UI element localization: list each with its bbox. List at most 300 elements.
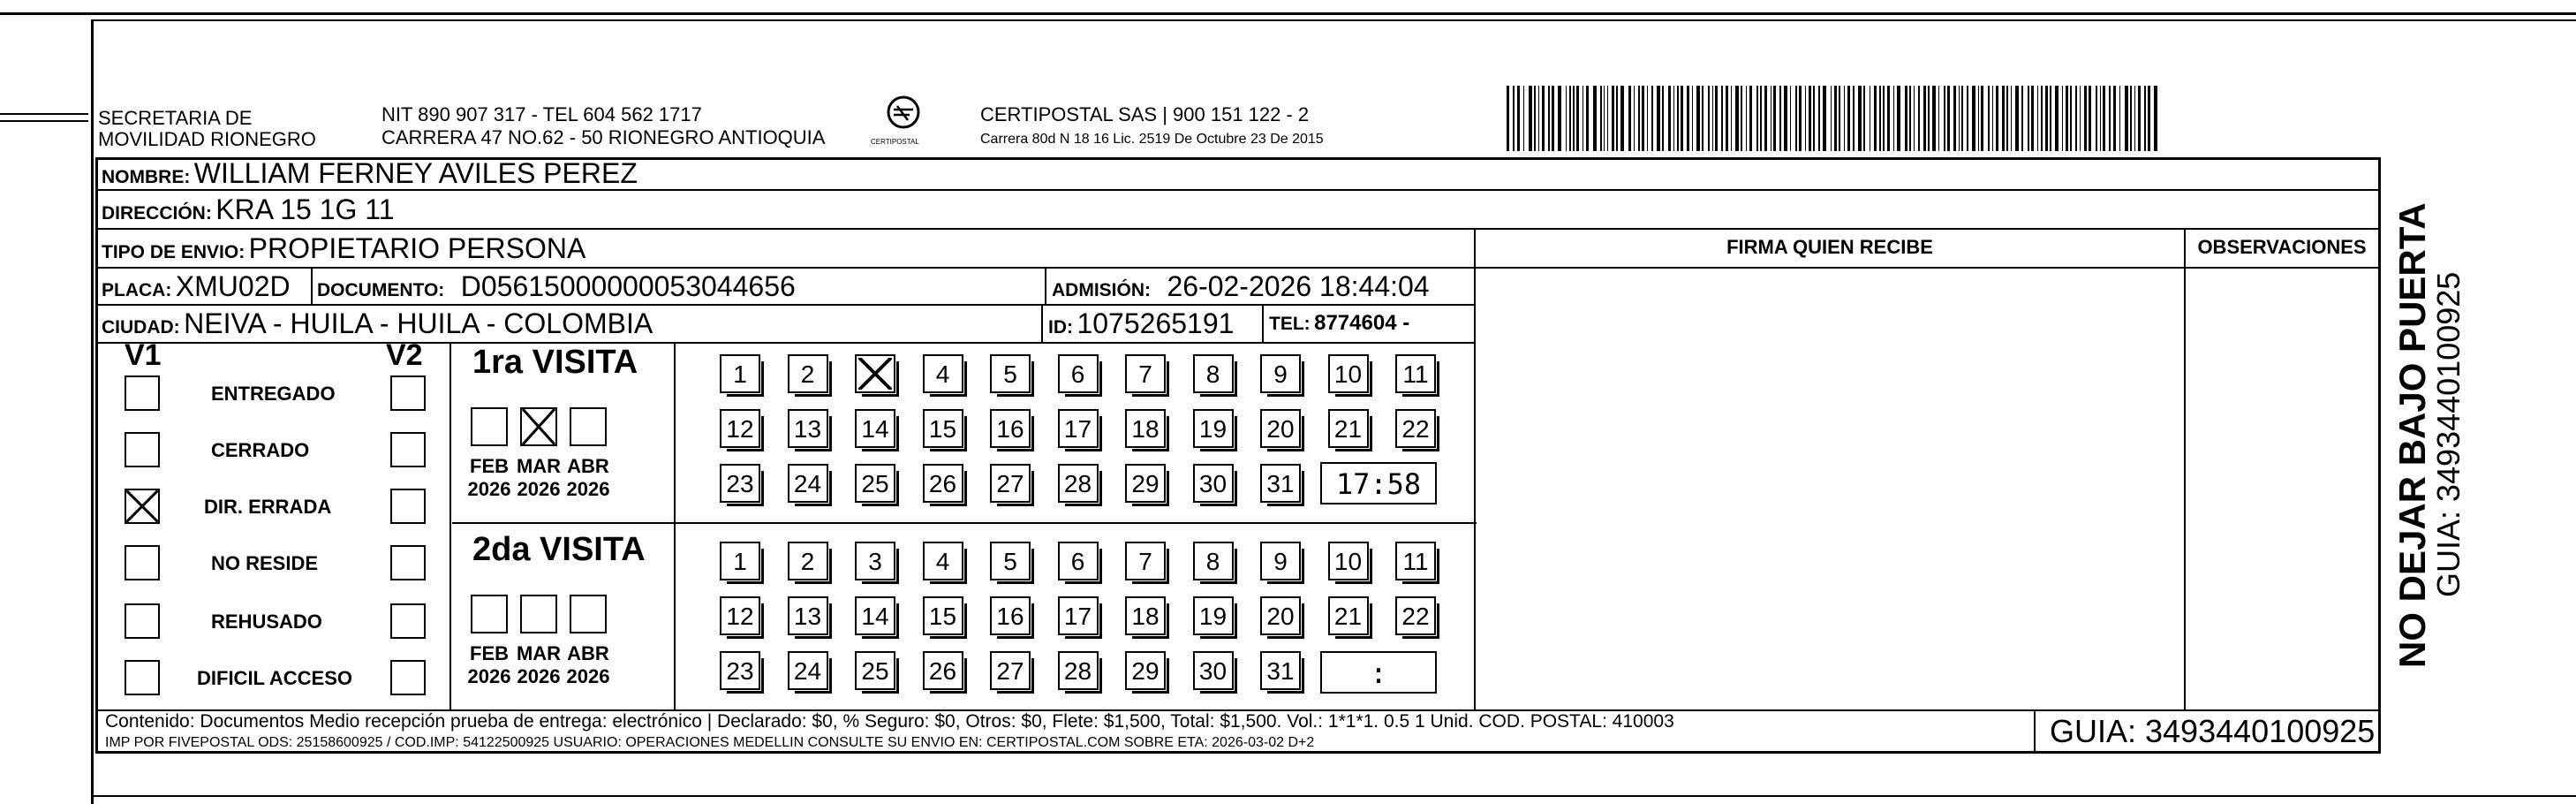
row-divider	[98, 228, 2378, 230]
barcode-bar	[2062, 86, 2063, 151]
barcode-bar	[1731, 86, 1732, 151]
barcode-bar	[1513, 86, 1515, 151]
month-name: FEB	[470, 642, 509, 664]
visit1-month-checkbox[interactable]	[520, 407, 557, 446]
month-name: MAR	[516, 642, 562, 664]
visit1-day-box[interactable]: 14	[855, 409, 895, 448]
visit1-day-box[interactable]: 26	[923, 464, 963, 503]
v2-checkbox[interactable]	[390, 545, 426, 580]
status-option-label: NO RESIDE	[211, 552, 319, 574]
barcode-bar	[1795, 86, 1797, 151]
barcode-bar	[1928, 86, 1930, 151]
month-name: MAR	[516, 455, 562, 477]
v2-checkbox[interactable]	[390, 489, 426, 524]
barcode-bar	[1844, 86, 1845, 151]
barcode-bar	[1863, 86, 1865, 151]
visit1-day-box[interactable]: 18	[1125, 409, 1166, 448]
v1-checkbox[interactable]	[125, 375, 160, 411]
barcode-bar	[1746, 86, 1747, 151]
visit2-day-box[interactable]: 26	[923, 651, 963, 690]
col-divider	[1474, 228, 1476, 709]
barcode-bar	[2050, 86, 2051, 151]
visit1-day-box[interactable]: 21	[1328, 409, 1369, 448]
barcode-bar	[2028, 86, 2029, 151]
col-divider	[1041, 304, 1043, 342]
barcode-bar	[1600, 86, 1602, 151]
col-divider	[311, 267, 313, 304]
barcode-bar	[2055, 86, 2059, 151]
barcode-bar	[1944, 86, 1945, 151]
barcode-bar	[1887, 86, 1890, 151]
barcode-bar	[1647, 86, 1648, 151]
barcode-bar	[1978, 86, 1979, 151]
visit1-day-box[interactable]: 10	[1328, 354, 1369, 393]
barcode-bar	[1692, 86, 1693, 151]
placa-value: XMU02D	[175, 270, 291, 302]
barcode-bar	[1552, 86, 1554, 151]
visit2-month-label	[560, 642, 616, 688]
visit1-month-checkbox[interactable]	[570, 407, 607, 446]
firma-header: FIRMA QUIEN RECIBE	[1726, 236, 1933, 258]
barcode	[1507, 86, 2160, 151]
top-border-line-inner	[93, 19, 2576, 21]
visit2-day-box[interactable]: 5	[990, 542, 1031, 580]
barcode-bar	[2002, 86, 2005, 151]
tipo-envio-label: TIPO DE ENVIO:	[102, 242, 246, 262]
barcode-bar	[1897, 86, 1900, 151]
barcode-bar	[1673, 86, 1674, 151]
tel-row	[1269, 307, 1409, 342]
barcode-bar	[2015, 86, 2019, 151]
visit2-day-box[interactable]: 29	[1125, 651, 1166, 690]
org-name-line1: SECRETARIA DE	[98, 107, 253, 129]
visit2-month-label	[510, 642, 567, 688]
visit1-day-box[interactable]: 17	[1058, 409, 1099, 448]
carrier-address: Carrera 80d N 18 16 Lic. 2519 De Octubre 23 De 2015	[980, 132, 1324, 147]
visit2-day-box[interactable]: 24	[788, 651, 828, 690]
direccion-row	[102, 193, 395, 231]
bottom-border-line	[91, 795, 2576, 797]
visit2-day-box[interactable]: 28	[1058, 651, 1099, 690]
placa-row	[102, 270, 291, 308]
barcode-bar	[1764, 86, 1767, 151]
v2-checkbox[interactable]	[390, 603, 426, 639]
visit2-month-checkbox[interactable]	[471, 595, 508, 633]
admision-label: ADMISIÓN:	[1052, 280, 1151, 300]
documento-row	[317, 270, 796, 308]
barcode-bar	[1839, 86, 1840, 151]
barcode-bar	[1620, 86, 1624, 151]
barcode-bar	[1569, 86, 1571, 151]
barcode-bar	[1923, 86, 1926, 151]
direccion-value: KRA 15 1G 11	[215, 193, 395, 225]
visit1-day-box[interactable]: 11	[1395, 354, 1436, 393]
col-divider	[1262, 304, 1264, 342]
barcode-bar	[2148, 86, 2150, 151]
visit1-day-box[interactable]	[855, 354, 895, 393]
month-name: ABR	[567, 642, 609, 664]
barcode-bar	[1805, 86, 1806, 151]
barcode-bar	[1681, 86, 1683, 151]
nombre-row	[102, 157, 638, 195]
status-option-label: ENTREGADO	[211, 383, 336, 405]
barcode-bar	[1905, 86, 1907, 151]
visit1-day-box[interactable]: 15	[923, 409, 963, 448]
col-divider	[2378, 160, 2380, 751]
barcode-bar	[1813, 86, 1815, 151]
nit-line: NIT 890 907 317 - TEL 604 562 1717	[381, 103, 702, 125]
barcode-bar	[2125, 86, 2128, 151]
barcode-bar	[1662, 86, 1664, 151]
barcode-bar	[1932, 86, 1936, 151]
v1-checkbox[interactable]	[125, 432, 160, 467]
col-divider	[2184, 228, 2186, 709]
barcode-bar	[1604, 86, 1605, 151]
barcode-bar	[1879, 86, 1881, 151]
visit1-day-box[interactable]: 8	[1193, 354, 1234, 393]
barcode-bar	[1586, 86, 1589, 151]
visit2-day-box[interactable]: 4	[923, 542, 963, 580]
barcode-bar	[1749, 86, 1752, 151]
barcode-bar	[1634, 86, 1635, 151]
admision-value: 26-02-2026 18:44:04	[1167, 270, 1430, 302]
barcode-bar	[1972, 86, 1975, 151]
barcode-bar	[1883, 86, 1885, 151]
barcode-bar	[1507, 86, 1509, 151]
visit2-day-box[interactable]: 9	[1260, 542, 1301, 580]
barcode-bar	[1523, 86, 1524, 151]
visit2-day-box[interactable]: 12	[720, 596, 760, 635]
visit-divider	[452, 522, 1477, 524]
barcode-bar	[1988, 86, 1990, 151]
left-border-line	[91, 19, 94, 804]
visit1-day-box[interactable]: 29	[1125, 464, 1166, 503]
tipo-envio-row	[102, 232, 585, 270]
side-guia: GUIA: 3493440100925	[2430, 271, 2466, 597]
month-name: ABR	[567, 455, 609, 477]
visit2-day-box[interactable]: 27	[990, 651, 1031, 690]
v1-header: V1	[125, 338, 162, 372]
barcode-bar	[2096, 86, 2097, 151]
v1-checkbox[interactable]	[125, 545, 160, 580]
barcode-bar	[1938, 86, 1939, 151]
barcode-bar	[1657, 86, 1660, 151]
barcode-bar	[1953, 86, 1956, 151]
barcode-bar	[1517, 86, 1520, 151]
barcode-bar	[1799, 86, 1802, 151]
barcode-bar	[1715, 86, 1718, 151]
barcode-bar	[1893, 86, 1894, 151]
v2-checkbox[interactable]	[390, 432, 426, 467]
barcode-bar	[2113, 86, 2116, 151]
visit2-day-box[interactable]: 15	[923, 596, 963, 635]
barcode-bar	[1726, 86, 1728, 151]
footer-guia: GUIA: 3493440100925	[2050, 713, 2376, 749]
barcode-bar	[1708, 86, 1710, 151]
status-option-label: REHUSADO	[211, 611, 322, 633]
visit1-time[interactable]: 17:58	[1320, 462, 1437, 504]
barcode-bar	[1687, 86, 1689, 151]
org-name-line2: MOVILIDAD RIONEGRO	[98, 128, 316, 150]
id-label: ID:	[1048, 317, 1073, 338]
barcode-bar	[1858, 86, 1862, 151]
barcode-bar	[2109, 86, 2111, 151]
barcode-bar	[2130, 86, 2132, 151]
barcode-bar	[1981, 86, 1983, 151]
visit1-day-box[interactable]: 13	[788, 409, 828, 448]
barcode-bar	[1651, 86, 1653, 151]
logo-caption: CERTIPOSTAL	[871, 138, 919, 146]
v1-checkbox[interactable]	[125, 660, 160, 695]
barcode-bar	[1918, 86, 1920, 151]
barcode-bar	[1668, 86, 1671, 151]
visit2-day-box[interactable]: 7	[1125, 542, 1166, 580]
barcode-bar	[1784, 86, 1787, 151]
visit1-day-box[interactable]: 19	[1193, 409, 1234, 448]
visit1-day-box[interactable]: 31	[1260, 464, 1301, 503]
barcode-bar	[1534, 86, 1536, 151]
delivery-form	[95, 157, 2381, 754]
visit2-month-label	[461, 642, 517, 688]
ciudad-row	[102, 307, 653, 345]
status-option-label: DIFICIL ACCESO	[197, 667, 353, 689]
visit2-day-box[interactable]: 2	[788, 542, 828, 580]
side-warning: NO DEJAR BAJO PUERTA	[2391, 202, 2433, 668]
id-value: 1075265191	[1076, 307, 1235, 339]
visit2-day-box[interactable]: 30	[1193, 651, 1234, 690]
documento-value: D05615000000053044656	[460, 270, 796, 302]
direccion-label: DIRECCIÓN:	[102, 203, 212, 224]
barcode-bar	[1529, 86, 1532, 151]
visit2-day-box[interactable]: 22	[1395, 596, 1436, 635]
visit1-day-box[interactable]: 24	[788, 464, 828, 503]
barcode-bar	[1756, 86, 1758, 151]
visit1-day-box[interactable]: 6	[1058, 354, 1099, 393]
visit2-day-box[interactable]: 14	[855, 596, 895, 635]
barcode-bar	[1612, 86, 1614, 151]
footer-contenido: Contenido: Documentos Medio recepción prueba de entrega: electrónico | Declarado: $0, % Seguro: $0, Otros: $0, Flete: $1,500, Total: $1,500. Vol.: 1*1*1. 0.5 1 Unid. COD. POSTAL: 410003	[105, 711, 1674, 732]
barcode-bar	[2119, 86, 2120, 151]
visit1-day-box[interactable]: 7	[1125, 354, 1166, 393]
visit2-day-box[interactable]: 1	[720, 542, 760, 580]
visit2-day-box[interactable]: 6	[1058, 542, 1099, 580]
barcode-bar	[2066, 86, 2068, 151]
barcode-bar	[1909, 86, 1911, 151]
v2-checkbox[interactable]	[390, 375, 426, 411]
nombre-label: NOMBRE:	[102, 167, 191, 187]
barcode-bar	[2154, 86, 2157, 151]
barcode-bar	[1721, 86, 1723, 151]
barcode-bar	[1790, 86, 1791, 151]
barcode-bar	[2045, 86, 2048, 151]
visit2-day-box[interactable]: 10	[1328, 542, 1369, 580]
barcode-bar	[2021, 86, 2023, 151]
barcode-bar	[2075, 86, 2077, 151]
barcode-bar	[2037, 86, 2038, 151]
barcode-bar	[2100, 86, 2101, 151]
barcode-bar	[2103, 86, 2105, 151]
left-edge-line	[0, 113, 88, 115]
visit1-day-box[interactable]: 30	[1193, 464, 1234, 503]
barcode-bar	[2134, 86, 2135, 151]
barcode-bar	[1576, 86, 1579, 151]
barcode-bar	[1947, 86, 1950, 151]
barcode-bar	[1538, 86, 1539, 151]
barcode-bar	[1959, 86, 1960, 151]
v2-header: V2	[386, 338, 423, 372]
visit1-day-box[interactable]: 2	[788, 354, 828, 393]
barcode-bar	[1542, 86, 1545, 151]
visit1-title: 1ra VISITA	[472, 344, 638, 381]
visit2-day-box[interactable]: 18	[1125, 596, 1166, 635]
observaciones-header: OBSERVACIONES	[2197, 236, 2367, 258]
visit1-month-checkbox[interactable]	[471, 407, 508, 446]
visit2-title: 2da VISITA	[472, 531, 646, 568]
address-line: CARRERA 47 NO.62 - 50 RIONEGRO ANTIOQUIA	[381, 126, 826, 148]
barcode-bar	[1628, 86, 1631, 151]
visit2-day-box[interactable]: 23	[720, 651, 760, 690]
barcode-bar	[1853, 86, 1855, 151]
month-year: 2026	[517, 665, 561, 687]
visit1-day-box[interactable]: 16	[990, 409, 1031, 448]
visit2-day-box[interactable]: 25	[855, 651, 895, 690]
visit1-day-box[interactable]: 5	[990, 354, 1031, 393]
visit1-day-box[interactable]: 23	[720, 464, 760, 503]
status-option-label: DIR. ERRADA	[204, 496, 332, 518]
barcode-bar	[1593, 86, 1597, 151]
left-edge-line-2	[0, 120, 88, 122]
barcode-bar	[2031, 86, 2034, 151]
barcode-bar	[1741, 86, 1742, 151]
status-option-label: CERRADO	[211, 439, 310, 461]
barcode-bar	[1834, 86, 1837, 151]
barcode-bar	[1712, 86, 1713, 151]
month-year: 2026	[467, 665, 511, 687]
visit2-day-box[interactable]: 31	[1260, 651, 1301, 690]
id-row	[1048, 307, 1234, 345]
barcode-bar	[1992, 86, 1993, 151]
barcode-bar	[1823, 86, 1826, 151]
tel-label: TEL:	[1269, 314, 1311, 334]
visit1-day-box[interactable]: 28	[1058, 464, 1099, 503]
placa-label: PLACA:	[102, 280, 172, 300]
barcode-bar	[1809, 86, 1811, 151]
visit1-day-box[interactable]: 4	[923, 354, 963, 393]
visit2-day-box[interactable]: 13	[788, 596, 828, 635]
visit2-month-checkbox[interactable]	[520, 595, 557, 633]
col-divider	[449, 342, 451, 709]
barcode-bar	[1638, 86, 1640, 151]
visit2-day-box[interactable]: 20	[1260, 596, 1301, 635]
visit1-day-box[interactable]: 12	[720, 409, 760, 448]
barcode-bar	[1914, 86, 1915, 151]
visit2-day-box[interactable]: 21	[1328, 596, 1369, 635]
ciudad-value: NEIVA - HUILA - HUILA - COLOMBIA	[184, 307, 653, 339]
barcode-bar	[1607, 86, 1608, 151]
visit2-day-box[interactable]: 8	[1193, 542, 1234, 580]
visit1-day-box[interactable]: 25	[855, 464, 895, 503]
barcode-bar	[1702, 86, 1703, 151]
barcode-bar	[1996, 86, 1998, 151]
col-divider	[2034, 709, 2036, 751]
visit2-day-box[interactable]: 19	[1193, 596, 1234, 635]
admision-row	[1052, 270, 1430, 308]
barcode-bar	[1677, 86, 1679, 151]
barcode-bar	[1779, 86, 1781, 151]
visit1-day-box[interactable]: 20	[1260, 409, 1301, 448]
visit1-day-box[interactable]: 27	[990, 464, 1031, 503]
barcode-bar	[1847, 86, 1850, 151]
carrier-line: CERTIPOSTAL SAS | 900 151 122 - 2	[980, 103, 1310, 125]
barcode-bar	[1874, 86, 1877, 151]
visit1-day-box[interactable]: 9	[1260, 354, 1301, 393]
nombre-value: WILLIAM FERNEY AVILES PEREZ	[193, 157, 638, 189]
barcode-bar	[1696, 86, 1700, 151]
barcode-bar	[1818, 86, 1820, 151]
barcode-bar	[1961, 86, 1963, 151]
col-divider	[674, 342, 676, 709]
visit1-day-box[interactable]: 1	[720, 354, 760, 393]
visit1-month-label	[560, 455, 616, 501]
visit2-day-box[interactable]: 3	[855, 542, 895, 580]
tel-value: 8774604 -	[1314, 311, 1410, 335]
visit2-day-box[interactable]: 11	[1395, 542, 1436, 580]
visit2-time[interactable]: :	[1320, 651, 1437, 694]
barcode-bar	[2084, 86, 2087, 151]
col-divider	[1045, 267, 1046, 304]
visit2-day-box[interactable]: 16	[990, 596, 1031, 635]
v1-checkbox[interactable]	[125, 489, 160, 524]
barcode-bar	[1548, 86, 1550, 151]
footer-imp: IMP POR FIVEPOSTAL ODS: 25158600925 / COD.IMP: 54122500925 USUARIO: OPERACIONES MEDELLIN CONSULTE SU ENVIO EN: CERTIPOSTAL.COM SOBRE ETA: 2026-03-02 D+2	[105, 735, 1315, 750]
barcode-bar	[1967, 86, 1968, 151]
barcode-bar	[1831, 86, 1832, 151]
visit1-month-label	[510, 455, 567, 501]
barcode-bar	[2089, 86, 2091, 151]
documento-label: DOCUMENTO:	[317, 280, 445, 300]
month-year: 2026	[566, 665, 610, 687]
v2-checkbox[interactable]	[390, 660, 426, 695]
barcode-bar	[2070, 86, 2072, 151]
barcode-bar	[1735, 86, 1739, 151]
barcode-bar	[2011, 86, 2012, 151]
barcode-bar	[1642, 86, 1644, 151]
month-name: FEB	[470, 455, 509, 477]
visit1-day-box[interactable]: 22	[1395, 409, 1436, 448]
barcode-bar	[1616, 86, 1618, 151]
v1-checkbox[interactable]	[125, 603, 160, 639]
barcode-bar	[2138, 86, 2141, 151]
barcode-bar	[2041, 86, 2043, 151]
barcode-bar	[1558, 86, 1561, 151]
ciudad-label: CIUDAD:	[102, 317, 180, 338]
month-year: 2026	[467, 478, 511, 500]
barcode-bar	[1566, 86, 1567, 151]
barcode-bar	[1573, 86, 1575, 151]
barcode-bar	[2006, 86, 2008, 151]
visit1-month-label	[461, 455, 517, 501]
barcode-bar	[2144, 86, 2146, 151]
month-year: 2026	[566, 478, 610, 500]
barcode-bar	[1760, 86, 1762, 151]
month-year: 2026	[517, 478, 561, 500]
tipo-envio-value: PROPIETARIO PERSONA	[248, 232, 586, 264]
barcode-bar	[2080, 86, 2081, 151]
visit2-month-checkbox[interactable]	[570, 595, 607, 633]
certipostal-logo-icon	[883, 94, 924, 134]
top-border-line	[0, 12, 2576, 15]
visit2-day-box[interactable]: 17	[1058, 596, 1099, 635]
